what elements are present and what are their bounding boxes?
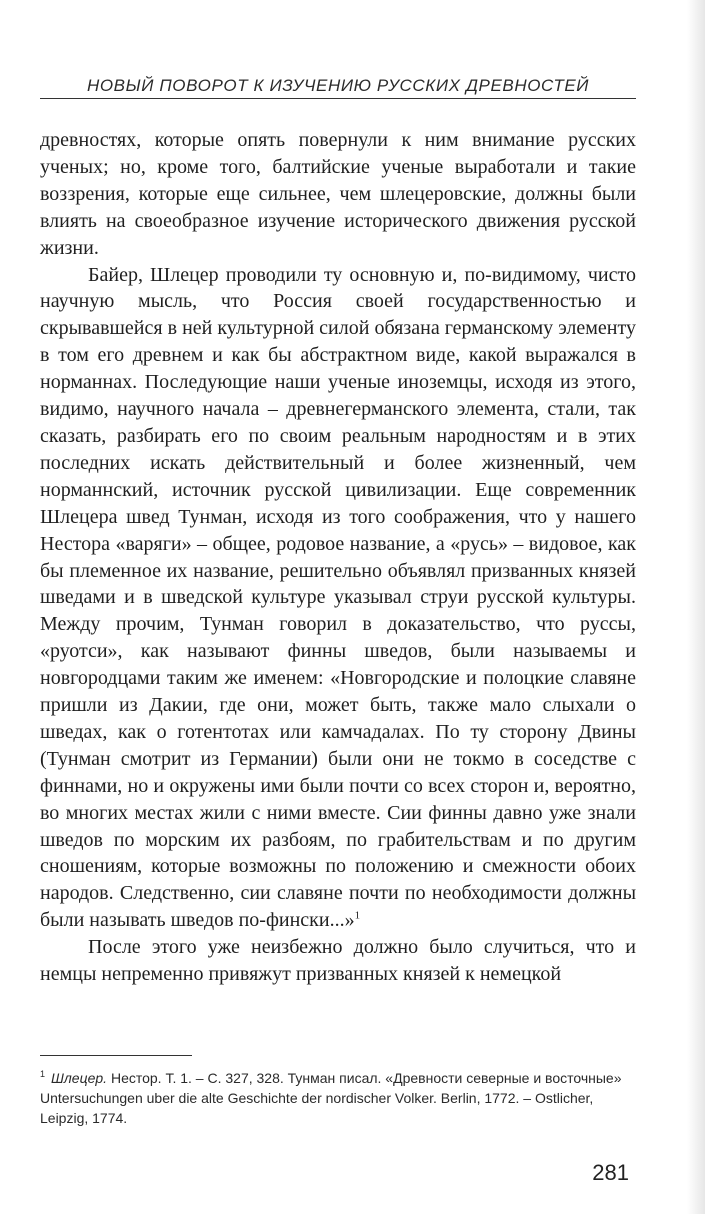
paragraph-2 — [40, 262, 636, 935]
page-number: 281 — [592, 1160, 629, 1185]
paragraph-1: древностях, которые опять повернули к ним внимание русских ученых; но, кроме того, балтийские ученые выработали и такие воззрения, которые еще сильнее, чем шлецеровские, должны были влиять на своеобразное изучение исторического движения русской жизни. — [40, 129, 636, 259]
footnote-text: Нестор. Т. 1. – С. 327, 328. Тунман писал. «Древности северные и восточные» Untersuchungen uber die alte Geschichte der nordischer Volker. Berlin, 1772. – Ostlicher, Leipzig, 1774. — [40, 1070, 622, 1126]
paragraph-3: После этого уже неизбежно должно было случиться, что и немцы непременно привяжут призванных князей к немецкой — [40, 936, 636, 986]
running-header: НОВЫЙ ПОВОРОТ К ИЗУЧЕНИЮ РУССКИХ ДРЕВНОСТЕЙ — [86, 76, 590, 95]
footnote-reference: 1 — [354, 909, 361, 922]
header-rule — [40, 98, 636, 99]
footnote — [40, 1068, 636, 1128]
page-edge-shadow — [687, 0, 705, 1214]
footnote-author: Шлецер. — [51, 1070, 108, 1086]
footnote-number: 1 — [40, 1069, 46, 1080]
main-text — [40, 127, 636, 988]
paragraph-2-text: Байер, Шлецер проводили ту основную и, по-видимому, чисто научную мысль, что Россия своей государственностью и скрывавшейся в ней культурной силой обязана германскому элементу в том его древнем и как бы абстрактном виде, какой выражался в норманнах. Последующие наши ученые иноземцы, исходя из этого, видимо, научного начала – древнегерманского элемента, стали, так сказать, разбирать его по своим реальным народностям и в этих последних искать действительный и более жизненный, чем норманнский, источник русской цивилизации. Еще современник Шлецера швед Тунман, исходя из того соображения, что у нашего Нестора «варяги» – общее, родовое название, а «русь» – видовое, как бы племенное их название, решительно объявлял призванных князей шведами и в шведской культуре указывал струи русской культуры. Между прочим, Тунман говорил в доказательство, что руссы, «руотси», как называют финны шведов, были называемы и новгородцами таким же именем: «Новгородские и полоцкие славяне пришли из Дакии, где они, может быть, также мало слыхали о шведах, как о готентотах или камчадалах. По ту сторону Двины (Тунман смотрит из Германии) были они не токмо в соседстве с финнами, но и окружены ими были почти со всех сторон и, вероятно, во многих местах жили с ними вместе. Сии финны давно уже знали шведов по морским их разбоям, по грабительствам и по другим сношениям, которые возможны по положению и смежности обоих народов. Следственно, сии славяне почти по необходимости должны были называть шведов по-фински...» — [40, 263, 636, 932]
footnote-rule — [40, 1055, 192, 1056]
